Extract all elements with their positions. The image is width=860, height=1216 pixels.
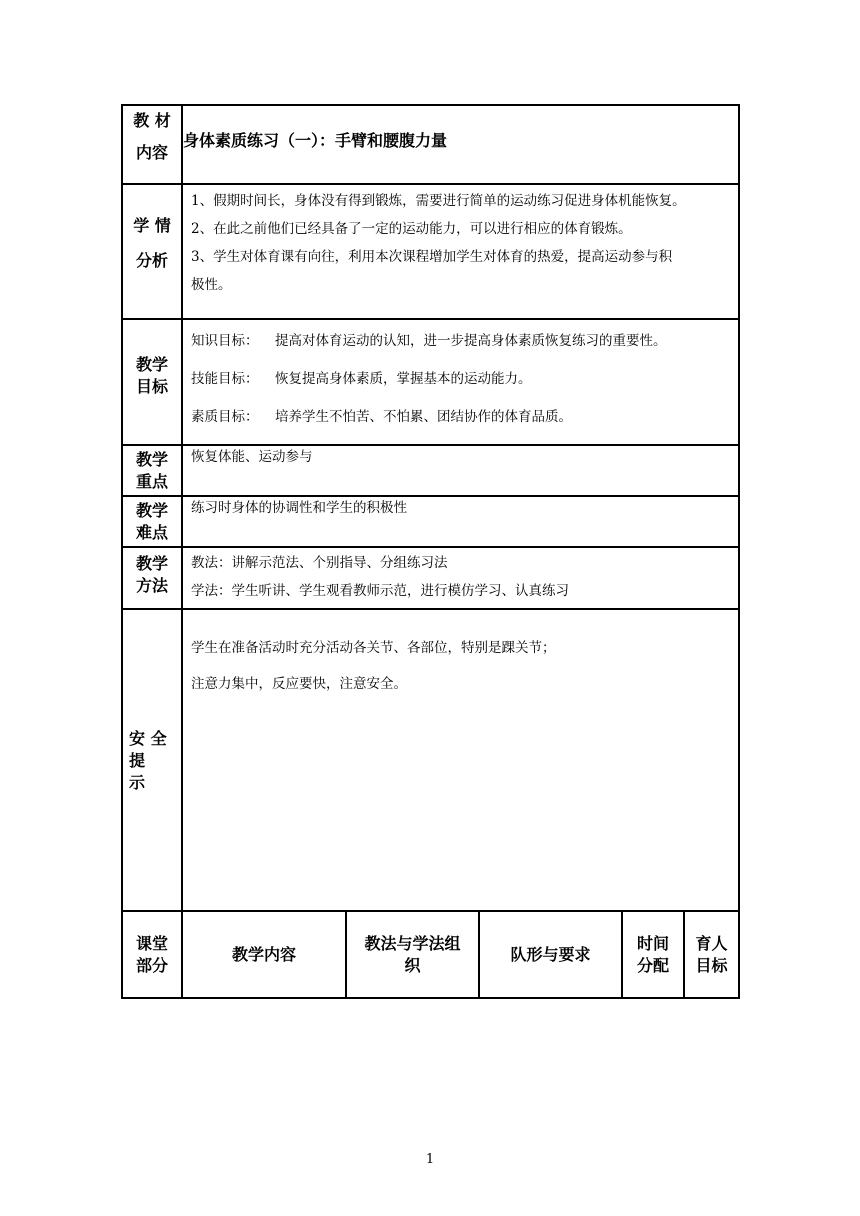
difficulties-row: [122, 496, 739, 547]
goals-row: [122, 319, 739, 445]
methods-label-top: 教学: [135, 554, 168, 573]
material-label-bottom: 内容: [135, 143, 168, 162]
knowledge-goal: [191, 322, 734, 360]
key-points-text: 恢复体能、运动参与: [182, 445, 739, 496]
quality-goal-text: 培养学生不怕苦、不怕累、团结协作的体育品质。: [275, 409, 572, 425]
section-header-row: [122, 911, 739, 998]
key-points-row: [122, 445, 739, 496]
knowledge-goal-label: 知识目标：: [191, 333, 259, 349]
col-header-part-bottom: 部分: [135, 955, 168, 975]
safety-label-line1: 安 全: [129, 729, 167, 748]
skill-goal-label: 技能目标：: [191, 371, 259, 387]
quality-goal-label: 素质目标：: [191, 409, 259, 425]
difficulties-label: [122, 496, 182, 547]
analysis-item: 极性。: [191, 277, 232, 293]
col-header-formation: 队形与要求: [479, 911, 622, 998]
teaching-method: 教法：讲解示范法、个别指导、分组练习法: [191, 555, 448, 571]
safety-label-line3: 示: [129, 773, 146, 792]
col-header-time-bottom: 分配: [636, 955, 669, 975]
goals-label-bottom: 目标: [135, 377, 168, 396]
safety-row: [122, 609, 739, 911]
safety-item: 注意力集中，反应要快，注意安全。: [191, 676, 407, 692]
col-header-method-top: 教法与学法组: [364, 933, 461, 953]
analysis-label: [122, 184, 182, 319]
key-points-label-top: 教学: [135, 450, 168, 469]
goals-label: [122, 319, 182, 445]
analysis-item: 3、学生对体育课有向往，利用本次课程增加学生对体育的热爱，提高运动参与积: [191, 249, 673, 265]
col-header-method: [346, 911, 479, 998]
col-header-content: 教学内容: [182, 911, 346, 998]
difficulties-label-top: 教学: [135, 501, 168, 520]
analysis-label-bottom: 分析: [135, 251, 168, 270]
key-points-label: [122, 445, 182, 496]
col-header-time-top: 时间: [636, 933, 669, 953]
methods-content: [182, 547, 739, 609]
goals-content: [182, 319, 739, 445]
lesson-plan-table: [121, 104, 740, 999]
goals-label-top: 教学: [135, 355, 168, 374]
col-header-part-top: 课堂: [135, 933, 168, 953]
methods-label-bottom: 方法: [135, 576, 168, 595]
page-number: 1: [425, 1152, 435, 1167]
material-label-top: 教 材: [133, 111, 171, 130]
analysis-item: 2、在此之前他们已经具备了一定的运动能力，可以进行相应的体育锻炼。: [191, 221, 632, 237]
safety-label-line2: 提: [129, 751, 146, 770]
learning-method: 学法：学生听讲、学生观看教师示范，进行模仿学习、认真练习: [191, 583, 569, 599]
material-title: 身体素质练习（一）：手臂和腰腹力量: [182, 105, 739, 184]
col-header-goal: [684, 911, 739, 998]
skill-goal-text: 恢复提高身体素质，掌握基本的运动能力。: [275, 371, 532, 387]
difficulties-text: 练习时身体的协调性和学生的积极性: [182, 496, 739, 547]
safety-content: [182, 609, 739, 911]
col-header-goal-top: 育人: [695, 933, 728, 953]
col-header-part: [122, 911, 182, 998]
knowledge-goal-text: 提高对体育运动的认知，进一步提高身体素质恢复练习的重要性。: [275, 333, 667, 349]
difficulties-label-bottom: 难点: [135, 523, 168, 542]
safety-label: [122, 609, 182, 911]
methods-label: [122, 547, 182, 609]
skill-goal: [191, 360, 734, 398]
methods-row: [122, 547, 739, 609]
col-header-time: [622, 911, 684, 998]
safety-item: 学生在准备活动时充分活动各关节、各部位，特别是踝关节；: [191, 640, 556, 656]
analysis-content: [182, 184, 739, 319]
material-row: [122, 105, 739, 184]
quality-goal: [191, 398, 734, 436]
col-header-method-bottom: 织: [404, 955, 421, 975]
analysis-label-top: 学 情: [133, 216, 171, 235]
key-points-label-bottom: 重点: [135, 472, 168, 491]
col-header-goal-bottom: 目标: [695, 955, 728, 975]
analysis-row: [122, 184, 739, 319]
material-label: [122, 105, 182, 184]
analysis-item: 1、假期时间长，身体没有得到锻炼，需要进行简单的运动练习促进身体机能恢复。: [191, 193, 686, 209]
